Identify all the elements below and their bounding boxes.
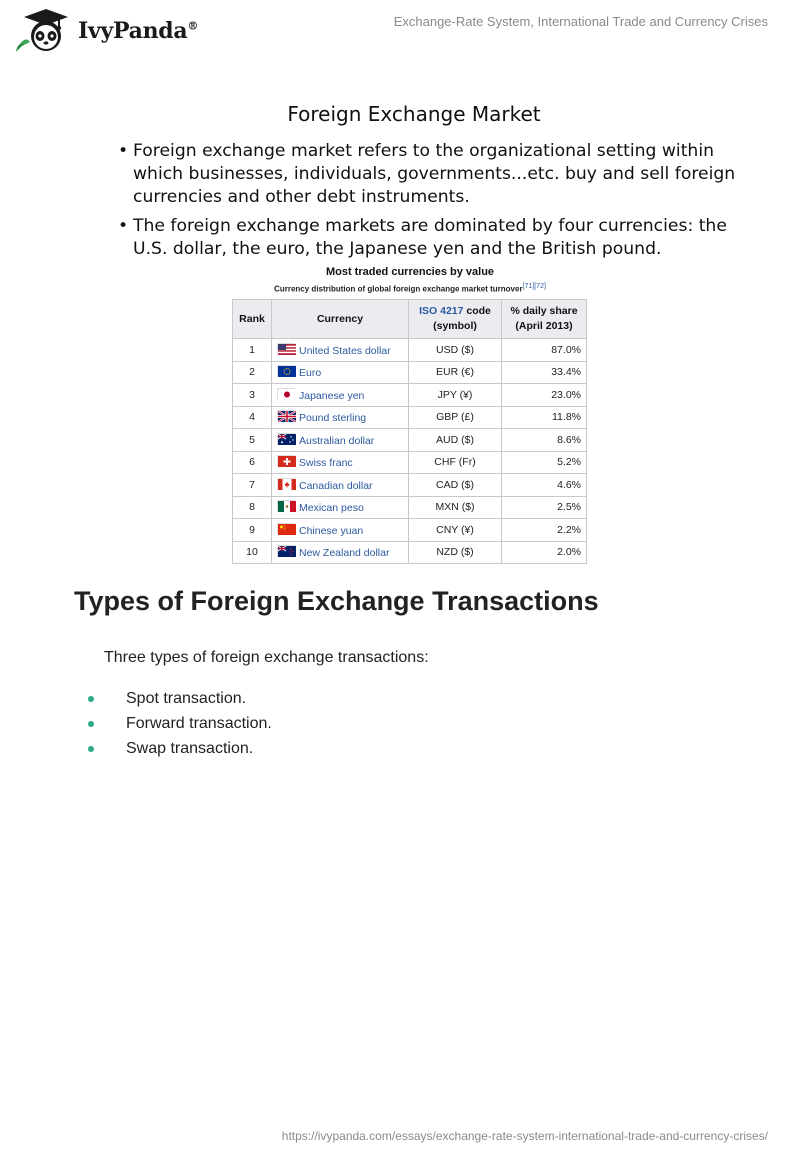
code-cell: CHF (Fr)	[409, 451, 502, 474]
bullet-icon	[88, 746, 94, 752]
section-intro: Three types of foreign exchange transactions:	[104, 649, 429, 666]
table-row	[233, 519, 587, 542]
ch-flag-icon	[277, 455, 295, 466]
au-flag-icon	[277, 433, 295, 444]
table-header-row	[233, 300, 587, 339]
currency-cell	[272, 361, 409, 384]
col-currency: Currency	[272, 300, 409, 339]
table-row	[233, 451, 587, 474]
share-cell: 5.2%	[502, 451, 587, 474]
rank-cell: 9	[233, 519, 272, 542]
currency-link[interactable]: Canadian dollar	[299, 479, 373, 492]
table-row	[233, 384, 587, 407]
bullet-dot: •	[118, 216, 129, 236]
code-cell: MXN ($)	[409, 496, 502, 519]
rank-cell: 8	[233, 496, 272, 519]
section-heading: Types of Foreign Exchange Transactions	[74, 586, 599, 616]
currency-link[interactable]: Pound sterling	[299, 412, 367, 425]
rank-cell: 3	[233, 384, 272, 407]
bullet-icon	[88, 696, 94, 702]
share-cell: 11.8%	[502, 406, 587, 429]
ivypanda-logo[interactable]	[14, 8, 198, 54]
us-flag-icon	[277, 343, 295, 354]
currency-cell	[272, 496, 409, 519]
code-cell: AUD ($)	[409, 429, 502, 452]
list-item: Forward transaction.	[84, 713, 272, 738]
share-cell: 33.4%	[502, 361, 587, 384]
currency-cell	[272, 429, 409, 452]
slide-bullet: • The foreign exchange markets are dominated by four currencies: the U.S. dollar, the euro, the Japanese yen and the British pound.	[118, 216, 727, 259]
slide-title: Foreign Exchange Market	[287, 102, 541, 126]
currency-link[interactable]: Chinese yuan	[299, 524, 364, 537]
code-cell: NZD ($)	[409, 541, 502, 564]
currency-link[interactable]: United States dollar	[299, 344, 391, 357]
currency-link[interactable]: Mexican peso	[299, 502, 364, 515]
table-row	[233, 406, 587, 429]
currency-link[interactable]: Swiss franc	[299, 457, 353, 470]
rank-cell: 5	[233, 429, 272, 452]
rank-cell: 2	[233, 361, 272, 384]
mx-flag-icon	[277, 500, 295, 511]
currency-cell	[272, 541, 409, 564]
currency-table	[232, 299, 587, 564]
table-row	[233, 339, 587, 362]
share-cell: 23.0%	[502, 384, 587, 407]
rank-cell: 4	[233, 406, 272, 429]
footer-url[interactable]: https://ivypanda.com/essays/exchange-rate-system-international-trade-and-currency-crises/	[281, 1129, 768, 1143]
code-cell: EUR (€)	[409, 361, 502, 384]
currency-cell	[272, 451, 409, 474]
nz-flag-icon	[277, 545, 295, 556]
code-cell: CNY (¥)	[409, 519, 502, 542]
share-cell: 4.6%	[502, 474, 587, 497]
bullet-icon	[88, 721, 94, 727]
slide-image	[100, 96, 740, 566]
share-cell: 8.6%	[502, 429, 587, 452]
slide-bullet: • Foreign exchange market refers to the organizational setting within which businesses, individuals, governments...etc. buy and sell foreign currencies and other debt instruments.	[118, 141, 736, 207]
table-row	[233, 496, 587, 519]
currency-cell	[272, 339, 409, 362]
iso-4217-link[interactable]: ISO 4217	[419, 305, 464, 317]
page-header	[0, 0, 800, 60]
uk-flag-icon	[277, 410, 295, 421]
currency-cell	[272, 519, 409, 542]
logo-wordmark: IvyPanda®	[78, 18, 199, 44]
share-cell: 87.0%	[502, 339, 587, 362]
rank-cell: 6	[233, 451, 272, 474]
rank-cell: 7	[233, 474, 272, 497]
table-row	[233, 361, 587, 384]
slide-bullet-list	[118, 140, 738, 267]
currency-link[interactable]: Australian dollar	[299, 434, 375, 447]
col-share: % daily share (April 2013)	[502, 300, 587, 339]
currency-link[interactable]: New Zealand dollar	[299, 547, 390, 560]
rank-cell: 10	[233, 541, 272, 564]
bullet-dot: •	[118, 141, 129, 161]
code-cell: CAD ($)	[409, 474, 502, 497]
code-cell: USD ($)	[409, 339, 502, 362]
jp-flag-icon	[277, 388, 295, 399]
list-item: Spot transaction.	[84, 688, 272, 713]
code-cell: GBP (£)	[409, 406, 502, 429]
col-code: ISO 4217 code (symbol)	[409, 300, 502, 339]
currency-link[interactable]: Japanese yen	[299, 389, 365, 402]
currency-cell	[272, 384, 409, 407]
table-subcaption: Currency distribution of global foreign exchange market turnover[71][72]	[274, 283, 546, 294]
table-row	[233, 429, 587, 452]
currency-link[interactable]: Euro	[299, 367, 322, 380]
table-row	[233, 541, 587, 564]
transaction-types-list	[84, 688, 272, 763]
reference-links[interactable]: [71][72]	[522, 283, 546, 290]
panda-graduate-icon	[14, 8, 72, 54]
rank-cell: 1	[233, 339, 272, 362]
currency-cell	[272, 474, 409, 497]
eu-flag-icon	[277, 365, 295, 376]
currency-cell	[272, 406, 409, 429]
ca-flag-icon	[277, 478, 295, 489]
table-row	[233, 474, 587, 497]
code-cell: JPY (¥)	[409, 384, 502, 407]
cn-flag-icon	[277, 523, 295, 534]
list-item: Swap transaction.	[84, 738, 272, 763]
table-caption: Most traded currencies by value	[325, 266, 495, 278]
document-title: Exchange-Rate System, International Trade and Currency Crises	[393, 14, 768, 29]
share-cell: 2.5%	[502, 496, 587, 519]
share-cell: 2.2%	[502, 519, 587, 542]
share-cell: 2.0%	[502, 541, 587, 564]
col-rank: Rank	[233, 300, 272, 339]
